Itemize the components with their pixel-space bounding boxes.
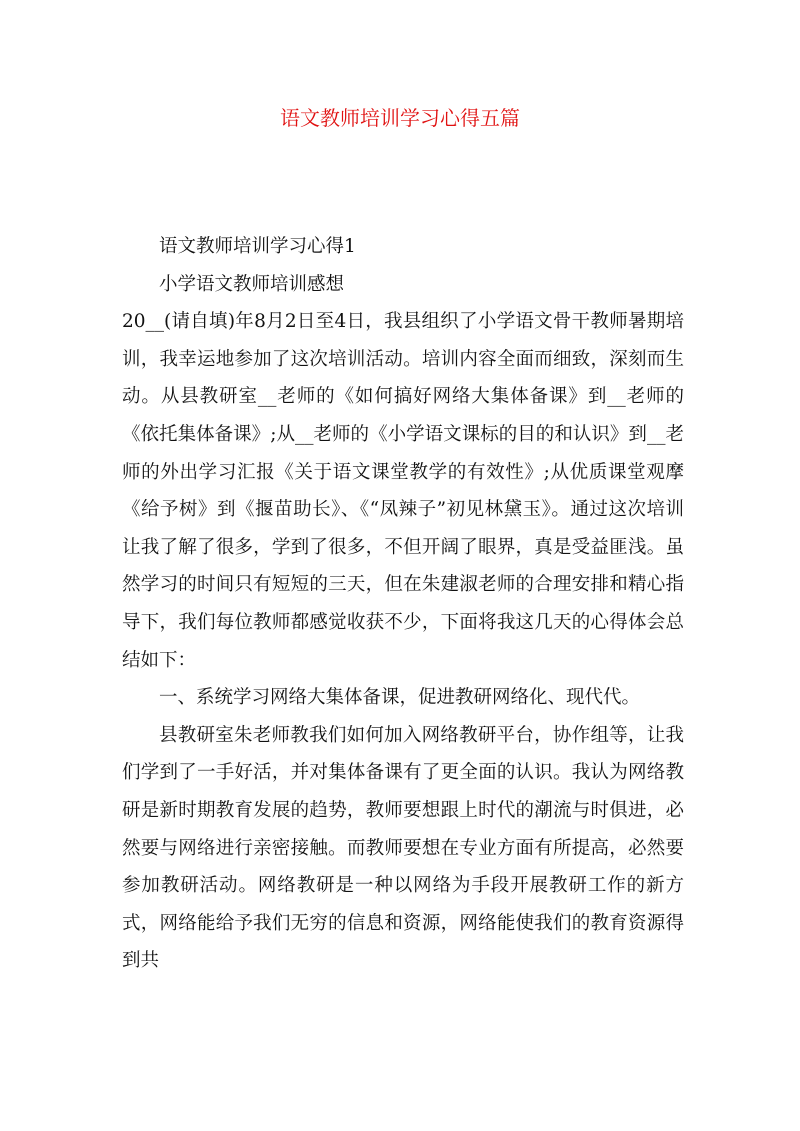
body-paragraph: 县教研室朱老师教我们如何加入网络教研平台，协作组等，让我们学到了一手好活，并对集体备课有了更全面的认识。我认为网络教研是新时期教育发展的趋势，教师要想跟上时代的潮流与时俱进，必然要与网络进行亲密接触。而教师要想在专业方面有所提高，必然要参加教研活动。网络教研是一种以网络为手段开展教研工作的新方式，网络能给予我们无穷的信息和资源，网络能使我们的教育资源得到共: [122, 724, 684, 972]
document-body: [122, 228, 684, 980]
subtitle: 小学语文教师培训感想: [159, 273, 345, 295]
document-title: 语文教师培训学习心得五篇: [280, 106, 520, 130]
section-heading: 语文教师培训学习心得1: [159, 236, 356, 257]
body-paragraph: 20__(请自填)年8月2日至4日，我县组织了小学语文骨干教师暑期培训，我幸运地参加了这次培训活动。培训内容全面而细致，深刻而生动。从县教研室__老师的《如何搞好网络大集体备课》到__老师的《依托集体备课》;从__老师的《小学语文课标的目的和认识》到__老师的外出学习汇报《关于语文课堂教学的有效性》;从优质课堂观摩《给予树》到《揠苗助长》、《“凤辣子”初见林黛玉》。通过这次培训让我了解了很多，学到了很多，不但开阔了眼界，真是受益匪浅。虽然学习的时间只有短短的三天，但在朱建淑老师的合理安排和精心指导下，我们每位教师都感觉收获不少，下面将我这几天的心得体会总结如下：: [122, 311, 684, 671]
list-heading: 一、系统学习网络大集体备课，促进教研网络化、现代代。: [159, 687, 641, 709]
